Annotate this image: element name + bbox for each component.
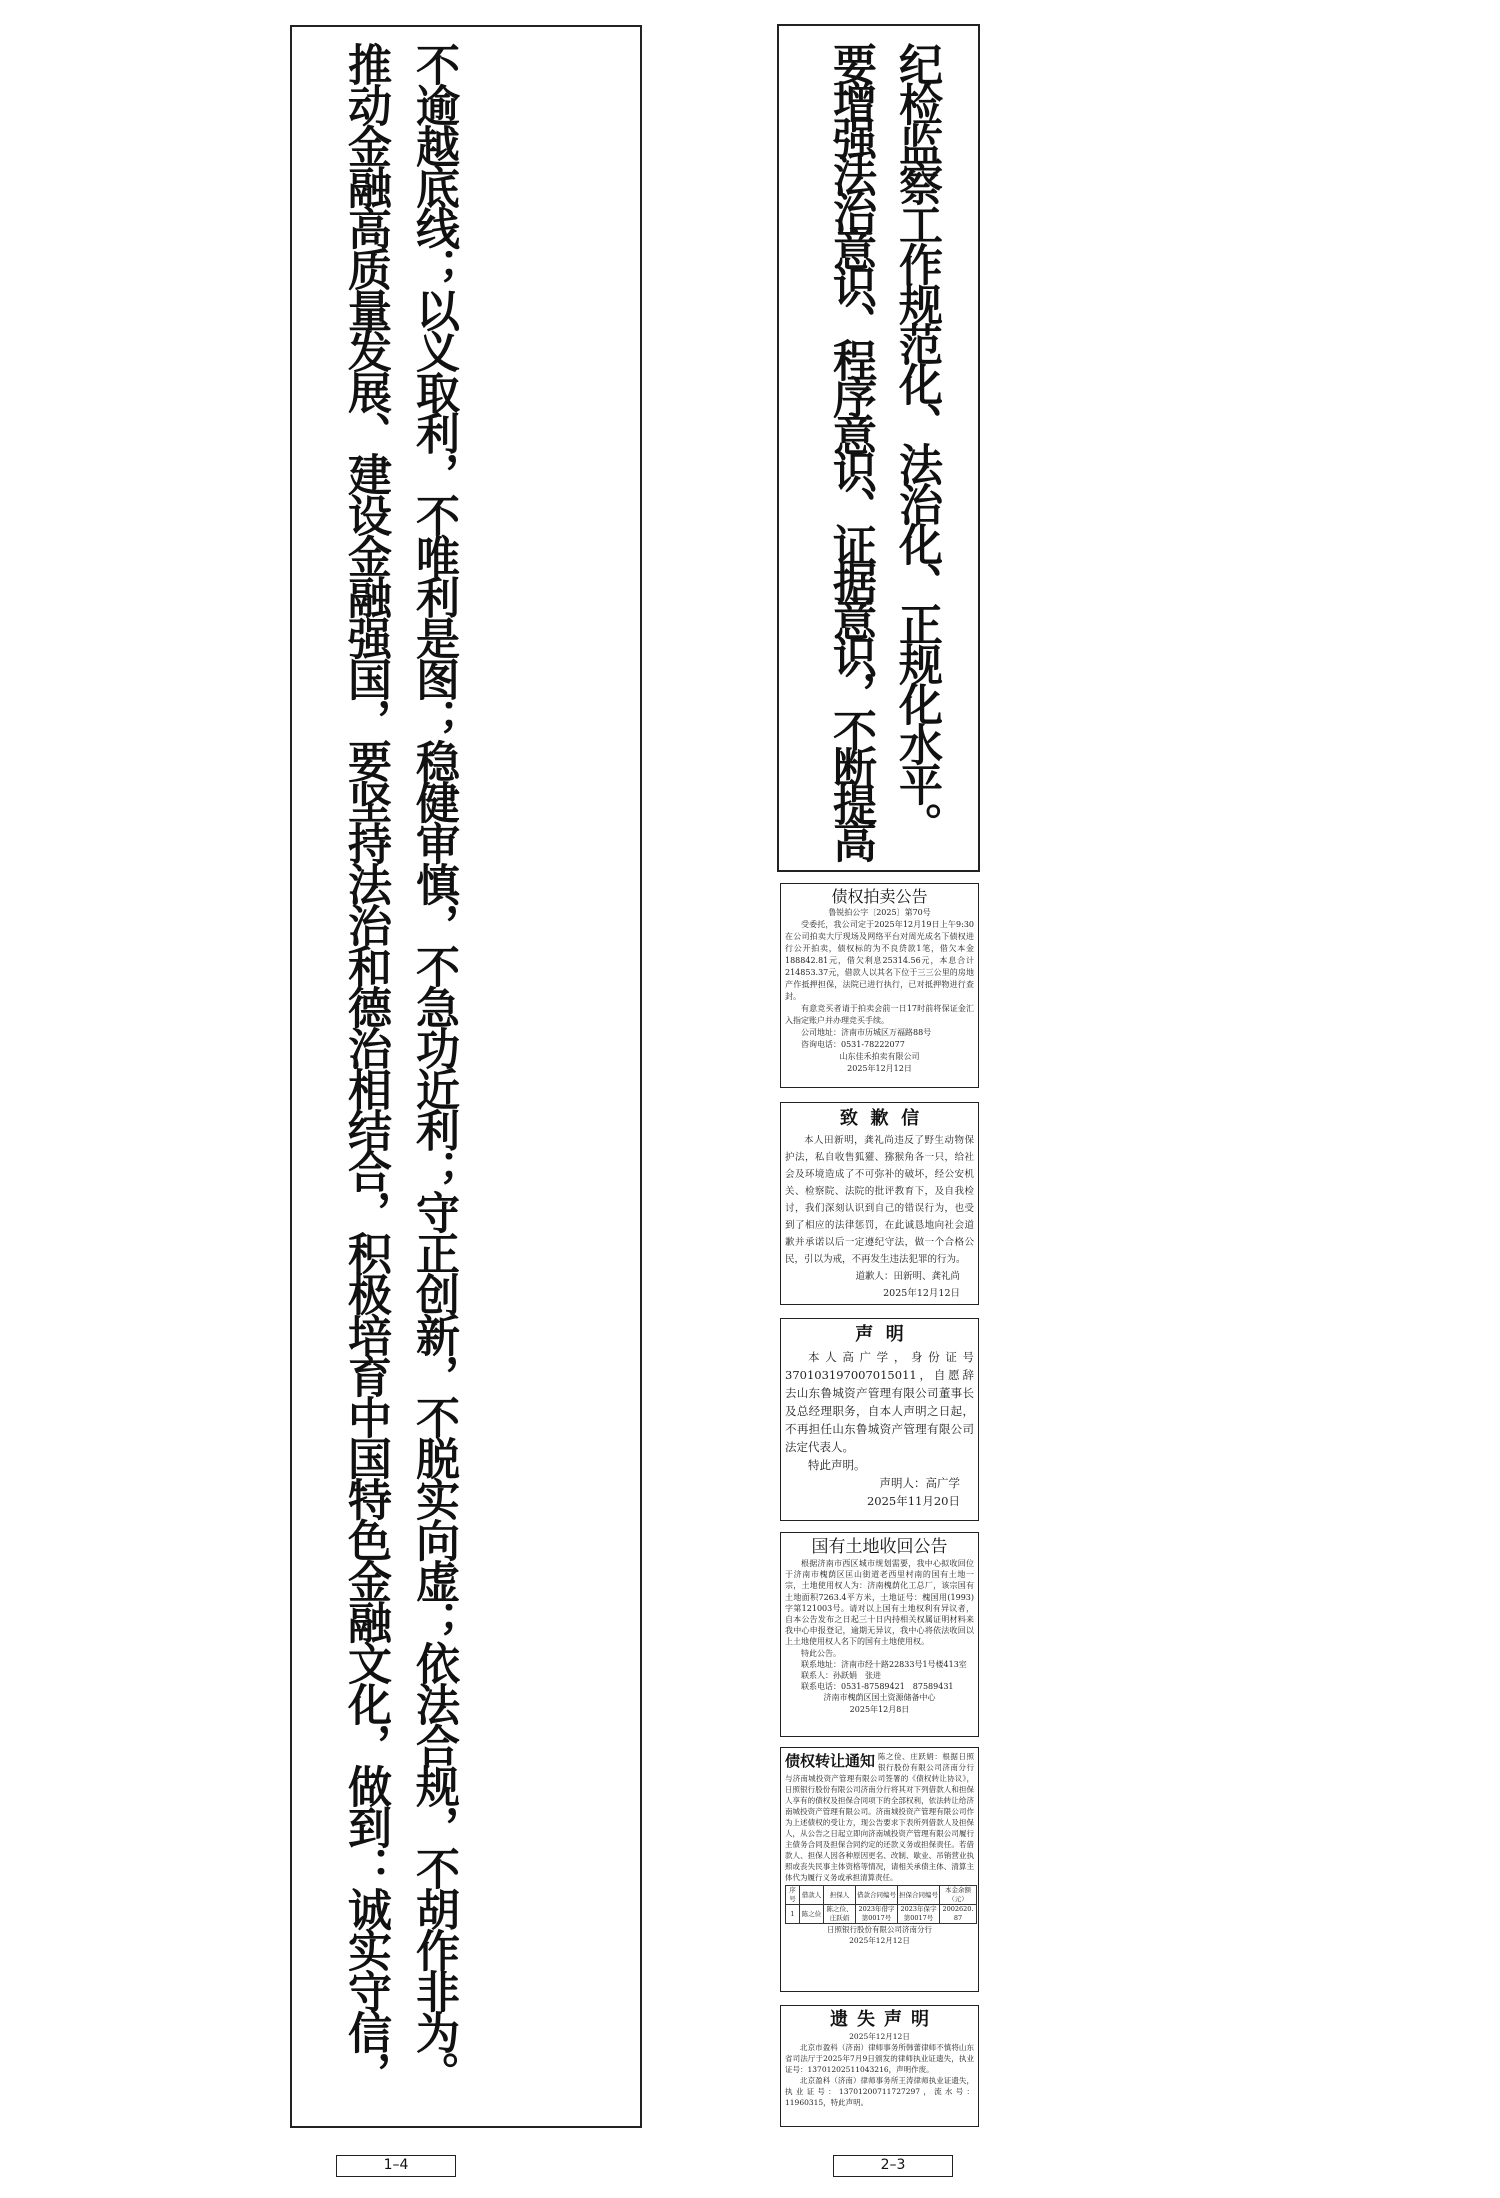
banner-left-column-2: 不逾越底线；以义取利，不唯利是图；稳健审慎，不急功近利；守正创新，不脱实向虚；依法合规，不胡作非为。 (408, 42, 459, 2092)
table-header-cell: 借款人 (800, 1886, 824, 1905)
table-header-cell: 担保合同编号 (898, 1886, 940, 1905)
banner-left-column-1: 推动金融高质量发展、建设金融强国，要坚持法治和德治相结合，积极培育中国特色金融文化，做到：诚实守信， (340, 42, 391, 2092)
notice-lost-statement (780, 2005, 979, 2127)
notice-statement (780, 1318, 979, 1521)
notice-closing: 特此声明。 (808, 1458, 866, 1472)
table-header-cell: 序号 (786, 1886, 800, 1905)
notice-body: 本人田新明，龚礼尚违反了野生动物保护法，私自收售狐獾、猕猴角各一只，给社会及环境造成了不可弥补的破坏，经公安机关、检察院、法院的批评教育下，及自我检讨，我们深刻认识到自己的错误行为，也受到了相应的法律惩罚，在此诚恳地向社会道歉并承诺以后一定遵纪守法，做一个合格公民，引以为戒，不再发生违法犯罪的行为。 (785, 1135, 974, 1265)
notice-signer: 道歉人：田新明、龚礼尚 (855, 1271, 960, 1282)
table-cell: 1 (786, 1905, 800, 1924)
notice-body: 北京市盈科（济南）律师事务所韩蕾律师不慎将山东省司法厅于2025年7月9日颁发的律师执业证遗失，执业证号：13701202511043216，声明作废。 (785, 2043, 974, 2074)
table-cell: 陈之俭 (800, 1905, 824, 1924)
notice-apology-letter (780, 1102, 979, 1305)
notice-date: 2025年12月12日 (849, 2032, 910, 2041)
notice-title: 债权转让通知 (785, 1752, 876, 1770)
banner-right-column-2: 纪检监察工作规范化、法治化、正规化水平。 (891, 42, 942, 842)
table-header-cell: 借款合同编号 (856, 1886, 898, 1905)
page-label-left: 1–4 (336, 2155, 456, 2177)
notice-title: 国有土地收回公告 (811, 1537, 948, 1557)
notice-body: 陈之俭、庄跃娟：根据日照银行股份有限公司济南分行与济南城投资产管理有限公司签署的《债权转让协议》，日照银行股份有限公司济南分行将其对下列借款人和担保人享有的债权及担保合同项下的全部权利，依法转让给济南城投资产管理有限公司。济南城投资产管理有限公司作为上述债权的受让方，现公告要求下表所列借款人及担保人，从公告之日起立即向济南城投资产管理有限公司履行主债务合同及担保合同约定的还款义务或担保责任。若借款人、担保人因各种原因更名、改制、歇业、吊销营业执照或丧失民事主体资格等情况，请相关承债主体、清算主体代为履行义务或承担清算责任。 (785, 1752, 974, 1882)
notice-phone: 咨询电话：0531-78222077 (801, 1040, 905, 1049)
table-header-cell: 担保人 (824, 1886, 856, 1905)
page-label-right: 2–3 (833, 2155, 953, 2177)
notice-title: 债权拍卖公告 (831, 887, 928, 906)
banner-left (290, 25, 642, 2128)
notice-issuer: 济南市槐荫区国土资源储备中心 (823, 1693, 936, 1703)
notice-body: 根据济南市西区城市规划需要，我中心拟收回位于济南市槐荫区匡山街道老西里村南的国有土地一宗，土地使用权人为：济南槐荫化工总厂，该宗国有土地面积7263.4平方米，土地证号：槐国用(1993)字第121003号。请对以上国有土地权利有异议者，自本公告发布之日起三十日内持相关权属证明材料来我中心申报登记，逾期无异议，我中心将依法收回以上土地使用权人名下的国有土地使用权。 (785, 1559, 974, 1647)
notice-contact: 联系人：孙跃娟 张进 (801, 1671, 881, 1681)
notice-address: 公司地址：济南市历城区万福路88号 (801, 1028, 932, 1037)
banner-right-column-1: 要增强法治意识、程序意识、证据意识，不断提高 (825, 42, 876, 856)
notice-debt-auction (780, 883, 979, 1088)
table-row (786, 1905, 977, 1924)
table-cell: 2023年保字第0017号 (898, 1905, 940, 1924)
notice-closing: 特此公告。 (801, 1648, 841, 1658)
notice-debt-transfer (780, 1747, 979, 1992)
debt-table (785, 1885, 977, 1924)
notice-title: 遗失声明 (830, 2009, 938, 2030)
notice-body-2: 北京盈科（济南）律师事务所王涛律师执业证遗失，执业证号：13701200711727297，流水号：11960315，特此声明。 (785, 2076, 974, 2107)
notice-ref-number: 鲁锐拍公字〔2025〕第70号 (828, 908, 931, 917)
banner-right (777, 24, 980, 872)
notice-body: 本人高广学，身份证号370103197007015011，自愿辞去山东鲁城资产管理有限公司董事长及总经理职务，自本人声明之日起，不再担任山东鲁城资产管理有限公司法定代表人。 (785, 1350, 974, 1454)
notice-body: 受委托，我公司定于2025年12月19日上午9:30在公司拍卖大厅现场及网络平台对周光成名下债权进行公开拍卖，债权标的为不良贷款1笔，借欠本金188842.81元，借欠利息25314.56元，本息合计214853.37元，借款人以其名下位于三三公里的房地产作抵押担保，法院已进行执行，已对抵押物进行查封。 (785, 920, 974, 1001)
table-header-row (786, 1886, 977, 1905)
notice-title: 致歉信 (839, 1108, 932, 1129)
notice-issuer: 日照银行股份有限公司济南分行 (827, 1925, 932, 1934)
table-header-cell: 本金余额（元） (940, 1886, 977, 1905)
table-cell: 2002620.87 (940, 1905, 977, 1924)
table-cell: 陈之俭、庄跃娟 (824, 1905, 856, 1924)
table-cell: 2023年借字第0017号 (856, 1905, 898, 1924)
notice-issuer: 山东佳禾拍卖有限公司 (839, 1052, 920, 1061)
notice-body-2: 有意竞买者请于拍卖会前一日17时前将保证金汇入指定账户并办理竞买手续。 (785, 1004, 974, 1025)
notice-date: 2025年12月12日 (849, 1936, 910, 1945)
notice-phone: 联系电话：0531-87589421 87589431 (801, 1682, 954, 1692)
notice-date: 2025年11月20日 (866, 1494, 960, 1508)
notice-signer: 声明人：高广学 (879, 1476, 960, 1490)
notice-title: 声明 (855, 1324, 917, 1345)
notice-address: 联系地址：济南市经十路22833号1号楼413室 (801, 1659, 967, 1669)
notice-date: 2025年12月8日 (849, 1704, 910, 1714)
notice-date: 2025年12月12日 (883, 1288, 960, 1299)
notice-date: 2025年12月12日 (847, 1064, 912, 1073)
notice-land-recovery (780, 1532, 979, 1737)
